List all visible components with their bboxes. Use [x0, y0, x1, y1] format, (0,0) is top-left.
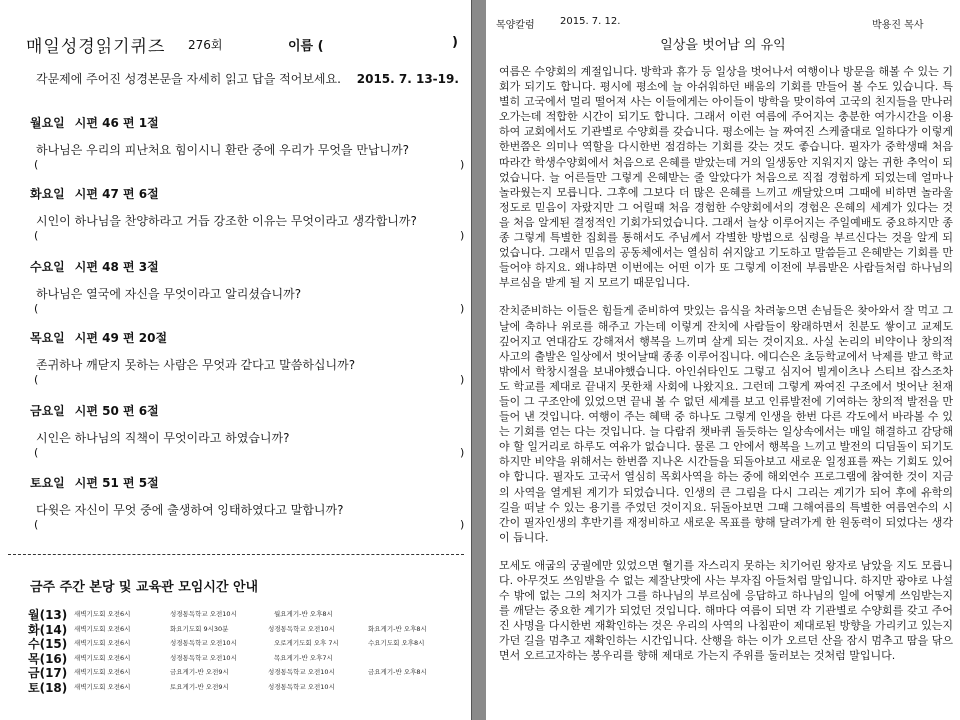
question-day: 토요일: [30, 476, 65, 490]
answer-open-paren: (: [34, 302, 39, 315]
schedule-item: 성경통독학교 오전10시: [170, 653, 237, 662]
question-day: 목요일: [30, 331, 65, 345]
question-saturday: [30, 474, 465, 532]
date-range: 2015. 7. 13-19.: [356, 72, 459, 86]
schedule-item: 성경통독학교 오전10시: [268, 624, 335, 633]
schedule-item: 성경통독학교 오전10시: [268, 682, 335, 691]
question-text: 시인이 하나님을 찬양하라고 거듭 강조한 이유는 무엇이라고 생각합니까?: [36, 214, 417, 228]
column-paragraph: 모세도 애굽의 궁궐에만 있었으면 혈기를 자스리지 못하는 치기어린 왕자로 남았을 지도 모릅니다. 아무것도 쓰임받을 수 없는 제잘난맛에 사는 부자집 아들처럼 말입니다. 하지만 광야로 나설 수 밖에 없는 그의 처지가 그를 하나님의 부르심에 응답하고 하나님의 일에 어떻게 쓰임받는지를 깨닫는 중요한 계기가 되었던 것입니다. 해마다 여름이 되면 각 기관별로 수양회를 갖고 주어진 사명을 다시한번 재확인하는 것은 우리의 사역의 나침판이 제대로된 방향을 가리키고 있는지 가던 길을 멈추고 재확인하는 시간입니다. 산행을 하는 이가 오르던 산을 잠시 멈추고 땀을 닦으면서 오르고자하는 봉우리를 향해 제대로 가는지 주위를 둘러보는 것처럼 말입니다.: [499, 558, 953, 663]
section-divider: [8, 554, 464, 555]
schedule-title: 금주 주간 본당 및 교육관 모임시간 안내: [30, 580, 259, 595]
schedule-day: 월(13): [28, 608, 68, 622]
column-title: 일상을 벗어남 의 유익: [660, 38, 786, 53]
schedule-item: 화요기도회 9시30분: [170, 624, 229, 633]
column-body: [499, 64, 953, 677]
question-monday: [30, 114, 465, 172]
question-text: 다윗은 자신이 무엇 중에 출생하여 잉태하였다고 말합니까?: [36, 503, 344, 517]
question-text: 하나님은 열국에 자신을 무엇이라고 알리셨습니까?: [36, 287, 302, 301]
schedule-item: 금요게기-반 오전9시: [170, 668, 229, 677]
answer-blank[interactable]: [34, 446, 465, 460]
answer-blank[interactable]: [34, 373, 465, 387]
answer-open-paren: (: [34, 518, 39, 531]
column-header: [496, 16, 956, 32]
column-date: 2015. 7. 12.: [560, 16, 621, 27]
schedule-item: 금요게기-반 오후8시: [368, 668, 427, 677]
schedule-day: 금(17): [28, 666, 68, 681]
schedule-item: 수요기도회 오후8시: [368, 639, 425, 648]
schedule-item: 새벽기도회 오전6시: [74, 682, 131, 691]
schedule-row-monday: [28, 606, 468, 621]
question-day: 월요일: [30, 116, 65, 130]
schedule-table: [28, 606, 468, 694]
column-paragraph: 여름은 수양회의 계절입니다. 방학과 휴가 등 일상을 벗어나서 여행이나 방문을 해볼 수 있는 기회가 되기도 합니다. 평시에 평소에 늘 아쉬워하던 배움의 기회를 만들어 볼 수도 있습니다. 특별히 고국에서 멀리 떨어져 사는 이들에게는 아이들이 방학을 맞이하여 고국의 친지들을 만나러 오가는데 적합한 시간이 되기도 합니다. 그래서 이런 여름에 주어지는 충분한 여가시간을 이용하여 교회에서도 기관별로 수양회를 갖습니다. 평소에는 늘 짜여진 스케쥴대로 일하다가 이렇게 한번쯤은 의미나 역할을 다시한번 점검하는 기회를 갖는 것도 좋습니다. 필자가 중학생때 처음 따라간 학생수양회에서 처음으로 은혜를 받았는데 거의 일생동안 지워지지 않는 귀한 추억이 되었습니다. 늘 어른들만 그렇게 은혜받는 줄 알았다가 처음으로 직접 경험하게 되었는데 얼마나 놀라웠는지 모릅니다. 그후에 그보다 더 많은 은혜를 느끼고 깨달았으며 그때에 비하면 놀라울 정도로 믿음이 자랐지만 그 어릴때 처음 경험한 수양회에서의 경험은 은혜의 세계가 있다는 것을 처음 알게된 결정적인 기회가되었습니다. 그래서 늘상 이루어지는 주일예배도 중요하지만 종종 그렇게 특별한 집회를 통해서도 주님께서 각별한 방법으로 심령을 부르신다는 것을 알게 되었습니다. 그래서 믿음의 공동체에서는 열심히 쉬지않고 기도하고 말씀듣고 은혜받는 기회를 만들어야 하지요. 왜냐하면 이번에는 어떤 이가 또 그렇게 이전에 부름받은 사람들처럼 하나님의 부르심을 받게 될 지 모르기 때문입니다.: [499, 65, 953, 290]
schedule-row-tuesday: [28, 621, 468, 636]
schedule-item: 성경통독학교 오전10시: [170, 639, 237, 648]
name-field-close: ): [452, 35, 458, 50]
question-text: 시인은 하나님의 직책이 무엇이라고 하였습니까?: [36, 431, 290, 445]
name-label: 이름 (: [288, 39, 324, 54]
question-reference: 시편 47 편 6절: [74, 187, 159, 201]
schedule-row-saturday: [28, 679, 468, 694]
answer-close-paren: ): [460, 518, 465, 531]
schedule-day: 토(18): [28, 680, 68, 695]
schedule-item: 새벽기도회 오전6시: [74, 653, 131, 662]
schedule-row-thursday: [28, 650, 468, 665]
question-day: 화요일: [30, 187, 65, 201]
quiz-issue-number: 276회: [188, 38, 223, 52]
question-text: 하나님은 우리의 피난처요 힘이시니 환란 중에 우리가 무엇을 만납니까?: [36, 143, 410, 157]
schedule-day: 목(16): [28, 651, 68, 666]
answer-blank[interactable]: [34, 518, 465, 532]
schedule-item: 성경통독학교 오전10시: [268, 668, 335, 677]
answer-open-paren: (: [34, 158, 39, 171]
instruction-text: 각문제에 주어진 성경본문을 자세히 읽고 답을 적어보세요.: [36, 72, 341, 86]
schedule-item: 새벽기도회 오전6시: [74, 639, 131, 648]
question-reference: 시편 48 편 3절: [74, 260, 159, 274]
schedule-item: 월요게기-반 오후8시: [274, 610, 333, 618]
schedule-day: 수(15): [28, 637, 68, 652]
answer-close-paren: ): [460, 302, 465, 315]
answer-close-paren: ): [460, 373, 465, 386]
schedule-row-wednesday: [28, 635, 468, 650]
schedule-row-friday: [28, 664, 468, 679]
question-friday: [30, 402, 465, 460]
question-tuesday: [30, 185, 465, 243]
quiz-header: [26, 32, 466, 57]
schedule-item: 화요게기-반 오후8시: [368, 624, 427, 633]
column-name: 목양칼럼: [496, 20, 535, 31]
question-thursday: [30, 329, 465, 387]
answer-blank[interactable]: [34, 302, 465, 316]
question-text: 존귀하나 깨닫지 못하는 사람은 무엇과 같다고 말씀하십니까?: [36, 358, 356, 372]
schedule-item: 토요게기-반 오전9시: [170, 682, 229, 691]
schedule-item: 성경통독학교 오전10시: [170, 610, 237, 618]
schedule-item: 새벽기도회 오전6시: [74, 610, 131, 618]
answer-close-paren: ): [460, 229, 465, 242]
schedule-item: 목요게기-반 오후7시: [274, 653, 333, 662]
quiz-title: 매일성경읽기퀴즈: [26, 37, 166, 57]
answer-open-paren: (: [34, 446, 39, 459]
question-reference: 시편 50 편 6절: [74, 404, 159, 418]
question-day: 수요일: [30, 260, 65, 274]
question-reference: 시편 46 편 1절: [74, 116, 159, 130]
schedule-day: 화(14): [28, 622, 68, 637]
quiz-page: [0, 0, 472, 720]
answer-blank[interactable]: [34, 158, 465, 172]
schedule-item: 오로게기도회 오후 7시: [274, 639, 339, 648]
answer-open-paren: (: [34, 229, 39, 242]
answer-open-paren: (: [34, 373, 39, 386]
question-reference: 시편 49 편 20절: [74, 331, 168, 345]
answer-close-paren: ): [460, 158, 465, 171]
question-reference: 시편 51 편 5절: [74, 476, 159, 490]
schedule-item: 새벽기도회 오전6시: [74, 624, 131, 633]
column-page: [486, 0, 960, 720]
column-paragraph: 잔치준비하는 이들은 힘들게 준비하여 맛있는 음식을 차려놓으면 손님들은 찾아와서 잘 먹고 그날에 축하나 위로를 해주고 가는데 이렇게 잔치에 사람들이 왕래하면서 친분도 쌓이고 교제도 깊어지고 연대감도 강해져서 행복을 느끼며 살게 되는 것이지요. 사실 논리의 비약이나 창의적 사고의 출발은 일상에서 벗어날때 종종 이루어집니다. 에디슨은 초등학교에서 낙제를 받고 학교밖에서 학창시절을 보내야했습니다. 아인쉬타인도 그렇고 심지어 빌게이츠나 스티브 잡스조차도 학교를 제대로 끝내지 못한채 사회에 나왔지요. 그런데 그렇게 짜여진 구조에서 벗어난 천재들이 그 구조안에 있었으면 끝내 볼 수 없던 세계를 보고 인류발전에 기여하는 창의적 발전을 만들어 낸 것입니다. 여행이 주는 혜택 중 하나도 그렇게 인생을 한번 다른 각도에서 바라볼 수 있는 기회를 얻는 다는 것입니다. 늘 다람쥐 챗바퀴 돌듯하는 일상속에서는 매일 해결하고 감당해야 할 일거리로 하루도 여유가 없습니다. 물론 그 안에서 행복을 느끼고 발전의 디딤돌이 되기도 하지만 비약을 위해서는 한번쯤 지나온 시간들을 되돌아보고 새로운 일정표를 짜는 기회도 있어야 합니다. 필자도 고국서 열심히 목회사역을 하는 중에 해외연수 프로그램에 참여한 것이 지금의 사역을 열게된 계기가 되었습니다. 인생의 큰 그림을 다시 그리는 계기가 되어 후에 유학의 길을 떠날 수 있는 용기를 주었던 것이지요. 뒤돌아보면 그때 그해여름의 특별한 여름연수의 시간이 필자인생의 후반기를 재정비하고 새로운 목표를 향해 달려가게 한 원동력이 되었다는 생각이 듭니다.: [499, 304, 953, 544]
answer-blank[interactable]: [34, 229, 465, 243]
question-wednesday: [30, 258, 465, 316]
instruction-row: [36, 70, 466, 87]
answer-close-paren: ): [460, 446, 465, 459]
schedule-item: 새벽기도회 오전6시: [74, 668, 131, 677]
question-day: 금요일: [30, 404, 65, 418]
column-author: 박용진 목사: [872, 20, 924, 31]
